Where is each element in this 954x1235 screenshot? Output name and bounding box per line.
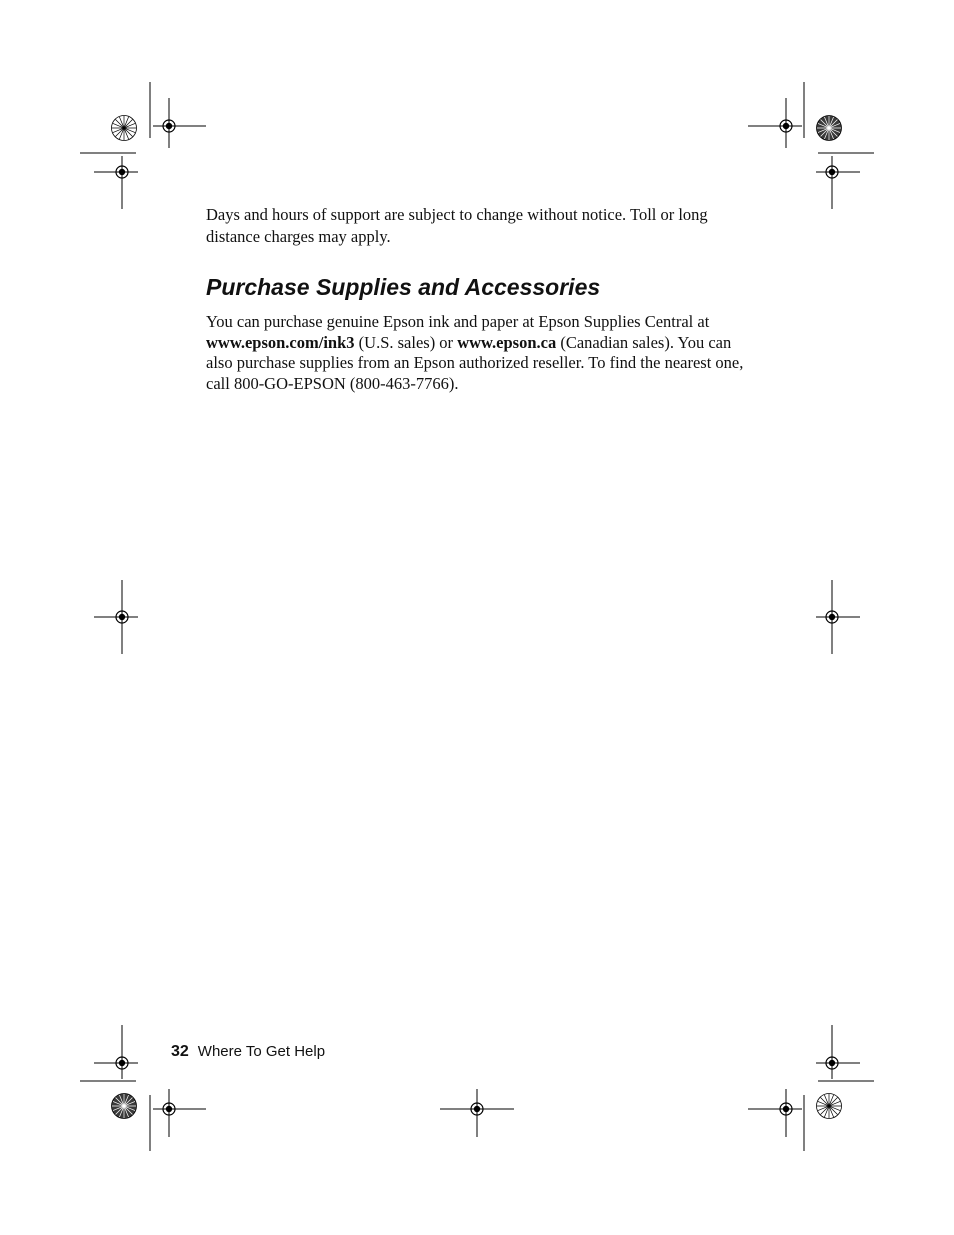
paragraph-text-1: You can purchase genuine Epson ink and paper at Epson Supplies Central at bbox=[206, 312, 710, 331]
paragraph-text-3: (Canadian sales). You can also purchase supplies from an Epson authorized reseller. To find the nearest one, call 800-GO-EPSON (800-463-7766). bbox=[206, 332, 744, 393]
section-heading: Purchase Supplies and Accessories bbox=[206, 274, 601, 300]
chapter-title: Where To Get Help bbox=[197, 1043, 326, 1060]
page-footer bbox=[171, 1042, 325, 1062]
support-hours-note: Days and hours of support are subject to change without notice. Toll or long distance charges may apply. bbox=[206, 205, 708, 246]
section-paragraph bbox=[206, 312, 751, 394]
page-number: 32 bbox=[171, 1043, 189, 1060]
link-epson-ca[interactable]: www.epson.ca bbox=[457, 332, 557, 352]
link-epson-us[interactable]: www.epson.com/ink3 bbox=[206, 332, 355, 352]
paragraph-text-2: (U.S. sales) or bbox=[354, 332, 458, 352]
